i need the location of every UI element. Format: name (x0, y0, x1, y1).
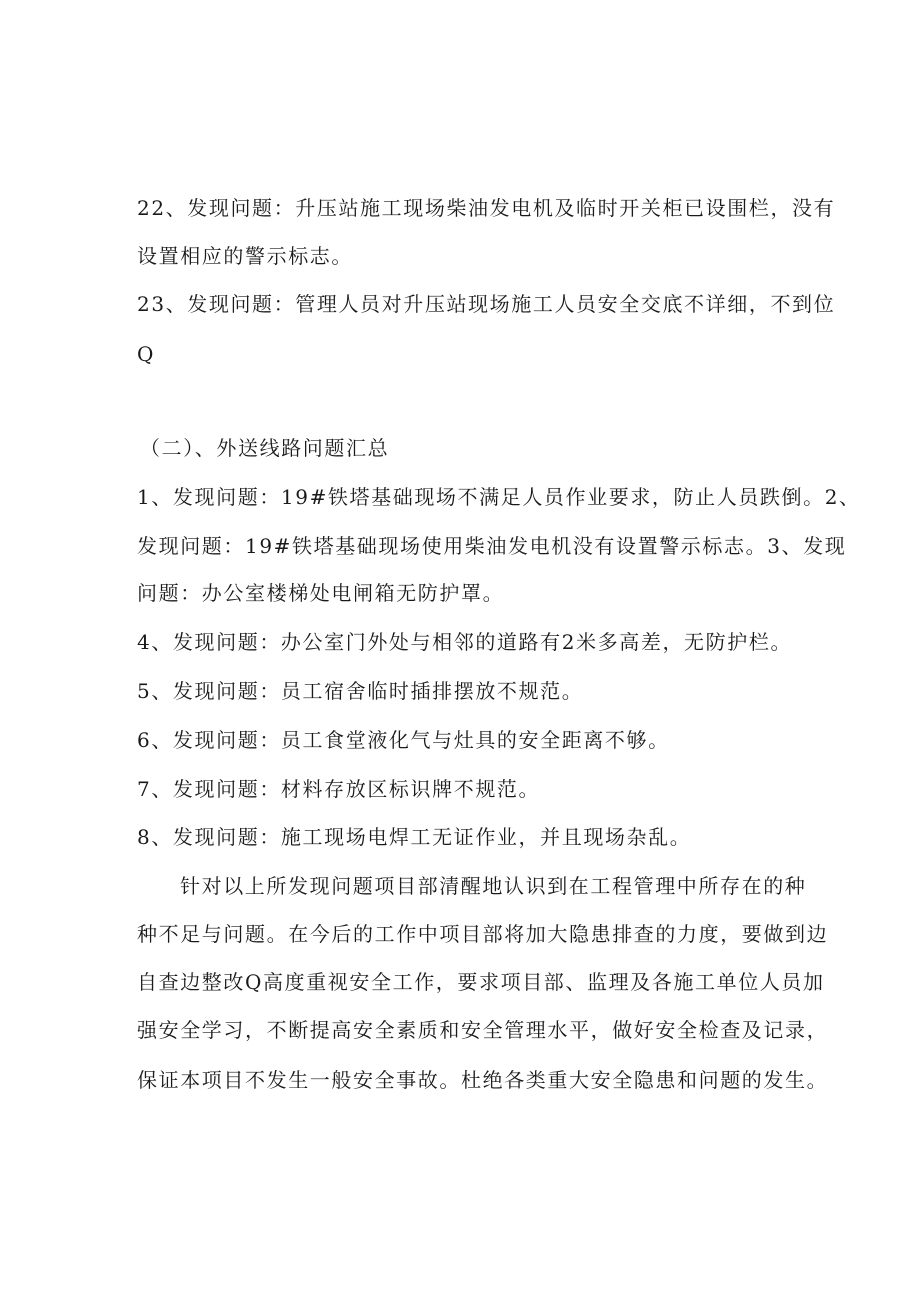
issue-22-line-1: 22、发现问题：升压站施工现场柴油发电机及临时开关柜已设围栏，没有 (137, 196, 836, 220)
line-issue-text: 5、发现问题：员工宿舍临时插排摆放不规范。 (137, 679, 584, 703)
line-issue-text: 4、发现问题：办公室门外处与相邻的道路有2米多高差，无防护栏。 (137, 630, 793, 654)
conclusion-line: 自查边整改Q高度重视安全工作，要求项目部、监理及各施工单位人员加 (137, 970, 825, 994)
section-heading: （二）、外送线路问题汇总 (140, 436, 390, 460)
line-issue-text: 问题：办公室楼梯处电闸箱无防护罩。 (137, 581, 505, 605)
conclusion-line: 针对以上所发现问题项目部清醒地认识到在工程管理中所存在的种 (180, 874, 807, 898)
line-issue-text: 1、发现问题：19#铁塔基础现场不满足人员作业要求，防止人员跌倒。2、 (137, 485, 861, 509)
conclusion-line: 保证本项目不发生一般安全事故。杜绝各类重大安全隐患和问题的发生。 (137, 1068, 829, 1092)
line-issue-text: 7、发现问题：材料存放区标识牌不规范。 (137, 777, 541, 801)
conclusion-line: 强安全学习，不断提高安全素质和安全管理水平，做好安全检查及记录， (137, 1018, 829, 1042)
conclusion-line: 种不足与问题。在今后的工作中项目部将加大隐患排查的力度，要做到边 (137, 922, 829, 946)
issue-22-line-2: 设置相应的警示标志。 (137, 244, 353, 268)
issue-23-line-2: Q (137, 342, 155, 366)
line-issue-text: 发现问题：19#铁塔基础现场使用柴油发电机没有设置警示标志。3、发现 (137, 534, 847, 558)
line-issue-text: 6、发现问题：员工食堂液化气与灶具的安全距离不够。 (137, 728, 670, 752)
issue-23-line-1: 23、发现问题：管理人员对升压站现场施工人员安全交底不详细，不到位 (137, 292, 836, 316)
line-issue-text: 8、发现问题：施工现场电焊工无证作业，并且现场杂乱。 (137, 825, 692, 849)
